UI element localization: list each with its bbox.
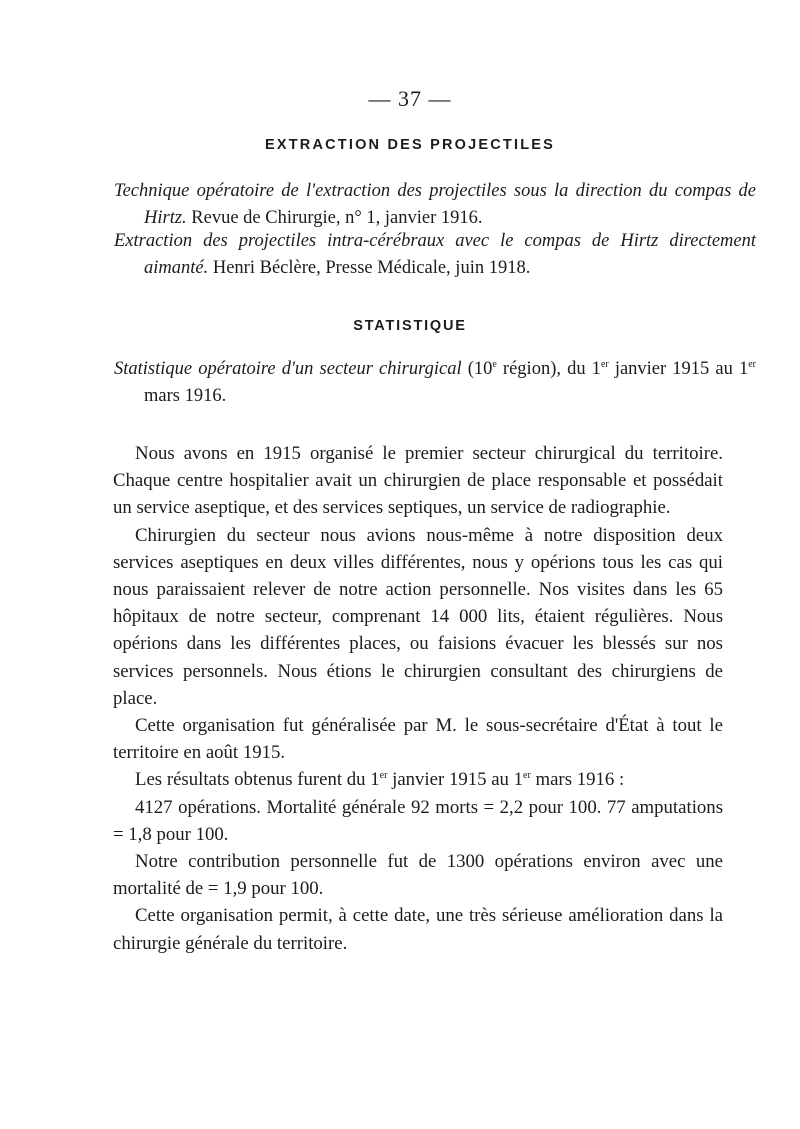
paragraph: Notre contribution personnelle fut de 1300 opérations environ avec une mortalité de = 1,9 pour 100.: [113, 851, 723, 900]
paragraph: Cette organisation permit, à cette date, une très sérieuse amélioration dans la chirurgie générale du territoire.: [113, 905, 723, 954]
reference-title: Extraction des projectiles intra-cérébraux avec le compas de Hirtz directement aimanté.: [114, 231, 756, 278]
section-heading-extraction: EXTRACTION DES PROJECTILES: [264, 137, 556, 153]
reference-item: [114, 178, 756, 232]
reference-item: [114, 228, 756, 282]
paragraph: Cette organisation fut généralisée par M. le sous-secrétaire d'État à tout le territoire en août 1915.: [113, 715, 723, 764]
paragraph: Nous avons en 1915 organisé le premier secteur chirurgical du territoire. Chaque centre hospitalier avait un chirurgien de place responsable et possédait un service aseptique, et des services septiques, un service de radiographie.: [113, 443, 723, 519]
page-number: — 37 —: [368, 86, 452, 111]
reference-source: Henri Béclère, Presse Médicale, juin 1918.: [208, 258, 531, 278]
reference-source: Revue de Chirurgie, n° 1, janvier 1916.: [186, 208, 483, 228]
reference-item: Statistique opératoire d'un secteur chirurgical (10e région), du 1er janvier 1915 au 1er mars 1916.: [114, 359, 756, 406]
reference-title: Technique opératoire de l'extraction des projectiles sous la direction du compas de Hirtz.: [114, 181, 756, 228]
paragraph: Chirurgien du secteur nous avions nous-même à notre disposition deux services aseptiques en deux villes différentes, nous y opérions tous les cas qui nous paraissaient relever de notre action personnelle. Nos visites dans les 65 hôpitaux de notre secteur, comprenant 14 000 lits, étaient régulières. Nous opérions dans les différentes places, ou faisions évacuer les blessés sur nos services personnels. Nous étions le chirurgien consultant des chirurgiens de place.: [113, 524, 723, 709]
paragraph: Les résultats obtenus furent du 1er janvier 1915 au 1er mars 1916 :: [135, 769, 625, 791]
body-text: [113, 440, 723, 957]
section-heading-statistique: STATISTIQUE: [353, 318, 467, 334]
paragraph: 4127 opérations. Mortalité générale 92 morts = 2,2 pour 100. 77 amputations = 1,8 pour 100.: [113, 796, 723, 845]
reference-title: Statistique opératoire d'un secteur chirurgical: [114, 359, 462, 379]
